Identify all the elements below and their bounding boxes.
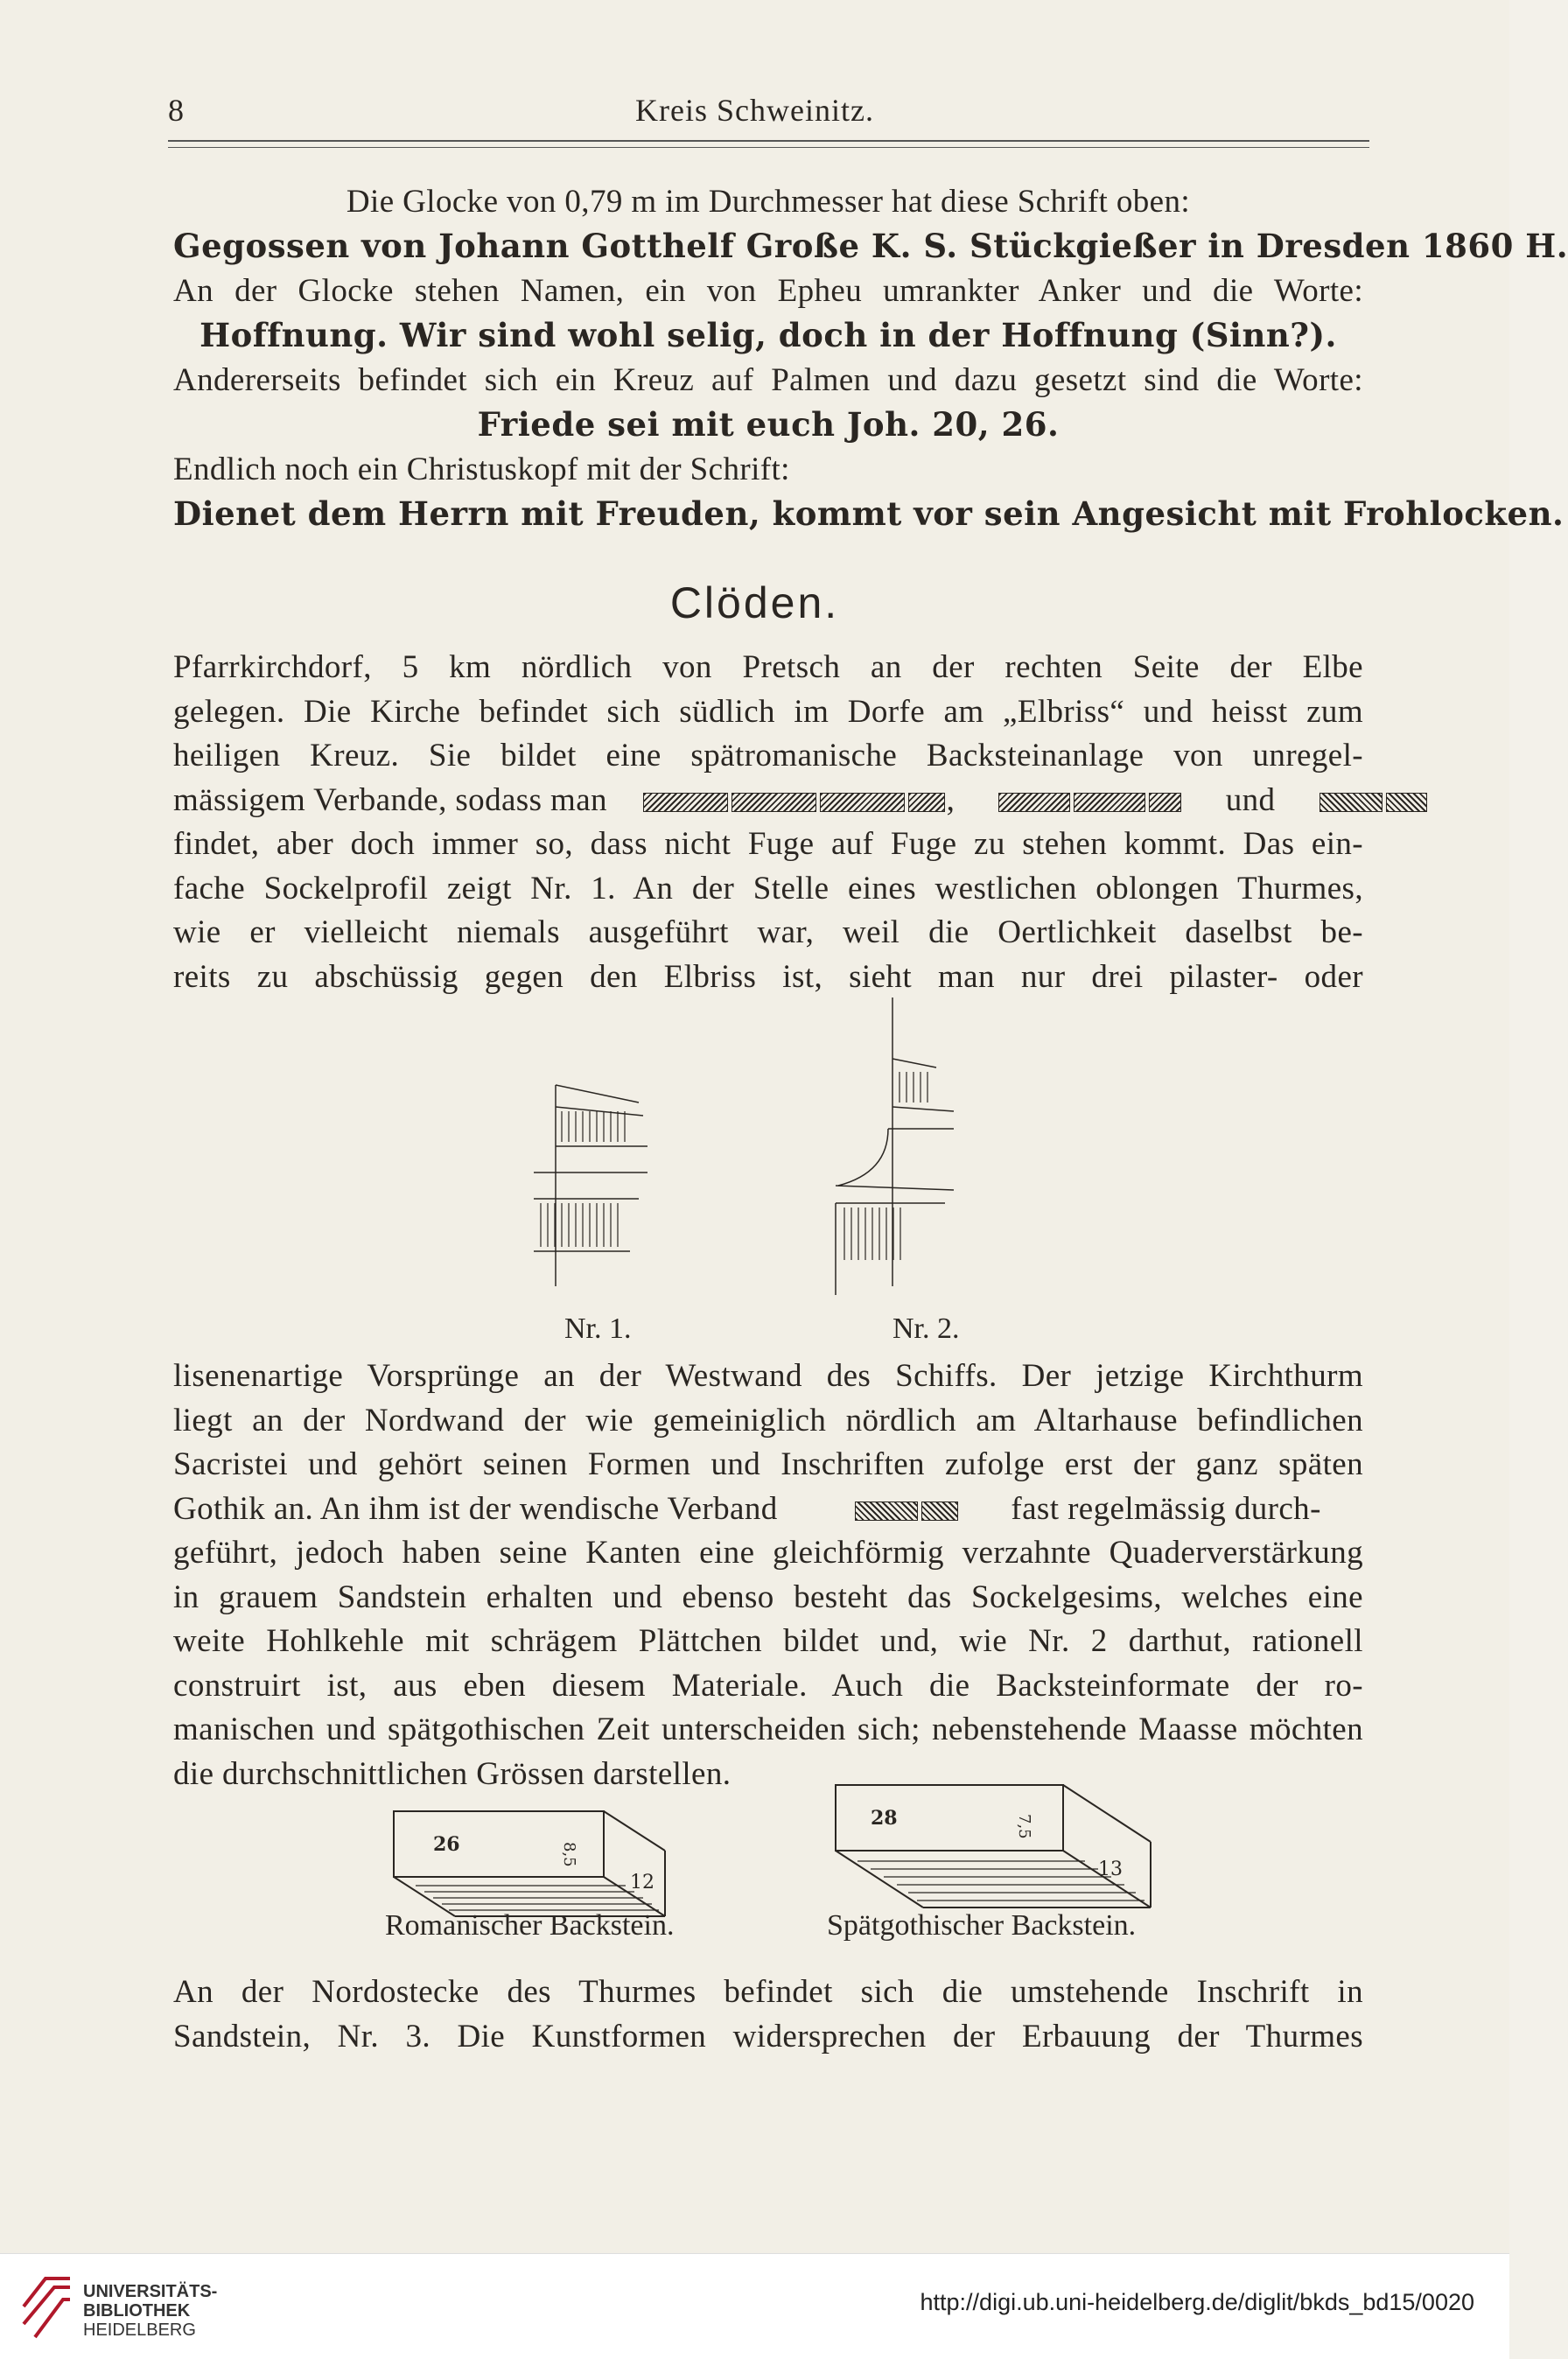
figure-socle-profile-1 [525, 998, 665, 1295]
brick-pattern-icon [1320, 793, 1382, 812]
text-line: wie er vielleicht niemals ausgeführt war, weil die Oertlichkeit daselbst be- [173, 914, 1363, 950]
brick-length-label: 26 [433, 1833, 460, 1856]
late-gothic-brick-drawing [831, 1781, 1164, 1916]
text-line: die durchschnittlichen Grössen darstellen. [173, 1755, 732, 1792]
paragraph-2 [173, 1354, 1363, 1796]
text-line: liegt an der Nordwand der wie gemeiniglich nördlich am Altarhause befindlichen [173, 1402, 1363, 1438]
text-fragment: Gothik an. An ihm ist der wendische Verband [173, 1490, 778, 1527]
brick-pattern-icon [732, 793, 816, 812]
library-name-line: UNIVERSITÄTS- [83, 2282, 218, 2301]
text-line: lisenenartige Vorsprünge an der Westwand des Schiffs. Der jetzige Kirchthurm [173, 1358, 1363, 1394]
brick-pattern-icon [998, 793, 1070, 812]
running-title: Kreis Schweinitz. [635, 93, 874, 128]
brick-width-label: 12 [630, 1872, 654, 1894]
brick-height-label: 8,5 [560, 1842, 578, 1867]
text-line: manischen und spätgothischen Zeit unterscheiden sich; nebenstehende Maasse möchten [173, 1712, 1363, 1747]
brick-pattern-icon [908, 793, 945, 812]
brick-pattern-icon [1074, 793, 1145, 812]
intro-line: Die Glocke von 0,79 m im Durchmesser hat diese Schrift oben: [346, 184, 1191, 220]
header-rule-top [168, 140, 1369, 142]
text-fragment: und [1225, 781, 1276, 818]
intro-block [173, 179, 1568, 536]
inscription-line: Hoffnung. Wir sind wohl selig, doch in der Hoffnung (Sinn?). [200, 316, 1337, 354]
intro-line: Andererseits befindet sich ein Kreuz auf Palmen und dazu gesetzt sind die Worte: [173, 362, 1363, 398]
text-line: heiligen Kreuz. Sie bildet eine spätromanische Backsteinanlage von unregel- [173, 738, 1363, 774]
brick-pattern-icon [820, 793, 905, 812]
page-number: 8 [168, 93, 184, 128]
brick-pattern-icon [643, 793, 728, 812]
brick-pattern-icon [1386, 793, 1427, 812]
library-name [83, 2282, 217, 2340]
text-fragment: , [946, 781, 956, 818]
text-line: Sandstein, Nr. 3. Die Kunstformen widersprechen der Erbauung der Thurmes [173, 2018, 1363, 2054]
text-line: weite Hohlkehle mit schrägem Plättchen bildet und, wie Nr. 2 darthut, rationell [173, 1623, 1363, 1659]
text-line: An der Nordostecke des Thurmes befindet sich die umstehende Inschrift in [173, 1974, 1363, 2010]
text-line: Pfarrkirchdorf, 5 km nördlich von Pretsch an der rechten Seite der Elbe [173, 649, 1363, 685]
figure-1-caption: Nr. 1. [564, 1312, 632, 1345]
late-gothic-brick-caption: Spätgothischer Backstein. [827, 1909, 1137, 1942]
inscription-line: Dienet dem Herrn mit Freuden, kommt vor sein Angesicht mit Frohlocken. [173, 494, 1564, 533]
library-name-line: BIBLIOTHEK [83, 2301, 191, 2320]
romanesque-brick-caption: Romanischer Backstein. [385, 1909, 675, 1942]
intro-line: Endlich noch ein Christuskopf mit der Schrift: [173, 452, 790, 487]
brick-pattern-icon [855, 1502, 918, 1521]
text-line: geführt, jedoch haben seine Kanten eine gleichförmig verzahnte Quaderverstärkung [173, 1535, 1363, 1571]
inscription-line: Friede sei mit euch Joh. 20, 26. [477, 405, 1060, 444]
brick-length-label: 28 [871, 1807, 898, 1830]
text-fragment: mässigem Verbande, sodass man [173, 781, 607, 818]
text-line: construirt ist, aus eben diesem Materiale. Auch die Backsteinformate der ro- [173, 1667, 1363, 1704]
paragraph-3 [173, 1970, 1363, 2059]
text-line: in grauem Sandstein erhalten und ebenso besteht das Sockelgesims, welches eine [173, 1578, 1363, 1615]
text-fragment: fast regelmässig durch- [1011, 1490, 1321, 1527]
footer-bar [0, 2253, 1509, 2359]
figure-socle-profile-2 [822, 998, 980, 1304]
romanesque-brick-drawing [389, 1802, 678, 1925]
inscription-line: Gegossen von Johann Gotthelf Große K. S. Stückgießer in Dresden 1860 H. [173, 227, 1568, 265]
brick-width-label: 13 [1098, 1858, 1123, 1880]
section-title: Clöden. [669, 578, 840, 627]
text-line: gelegen. Die Kirche befindet sich südlich im Dorfe am „Elbriss“ und heisst zum [173, 693, 1363, 730]
library-name-line: HEIDELBERG [83, 2320, 196, 2340]
header-rule-bottom [168, 147, 1369, 148]
source-url-link[interactable]: http://digi.ub.uni-heidelberg.de/diglit/bkds_bd15/0020 [920, 2289, 1474, 2315]
text-line: fache Sockelprofil zeigt Nr. 1. An der Stelle eines westlichen oblongen Thurmes, [173, 870, 1363, 906]
intro-line: An der Glocke stehen Namen, ein von Epheu umrankter Anker und die Worte: [173, 273, 1363, 309]
university-library-logo-icon [19, 2272, 74, 2342]
brick-pattern-icon [1149, 793, 1181, 812]
text-line: reits zu abschüssig gegen den Elbriss ist, sieht man nur drei pilaster- oder [173, 958, 1363, 995]
text-line-with-bricks [173, 1488, 1363, 1532]
text-line-with-bricks [173, 779, 1363, 823]
paragraph-1 [173, 646, 1363, 999]
text-line: findet, aber doch immer so, dass nicht Fuge auf Fuge zu stehen kommt. Das ein- [173, 826, 1363, 862]
text-line: Sacristei und gehört seinen Formen und Inschriften zufolge erst der ganz späten [173, 1446, 1363, 1482]
figure-2-caption: Nr. 2. [892, 1312, 960, 1345]
brick-height-label: 7,5 [1015, 1814, 1033, 1839]
brick-pattern-icon [921, 1502, 958, 1521]
